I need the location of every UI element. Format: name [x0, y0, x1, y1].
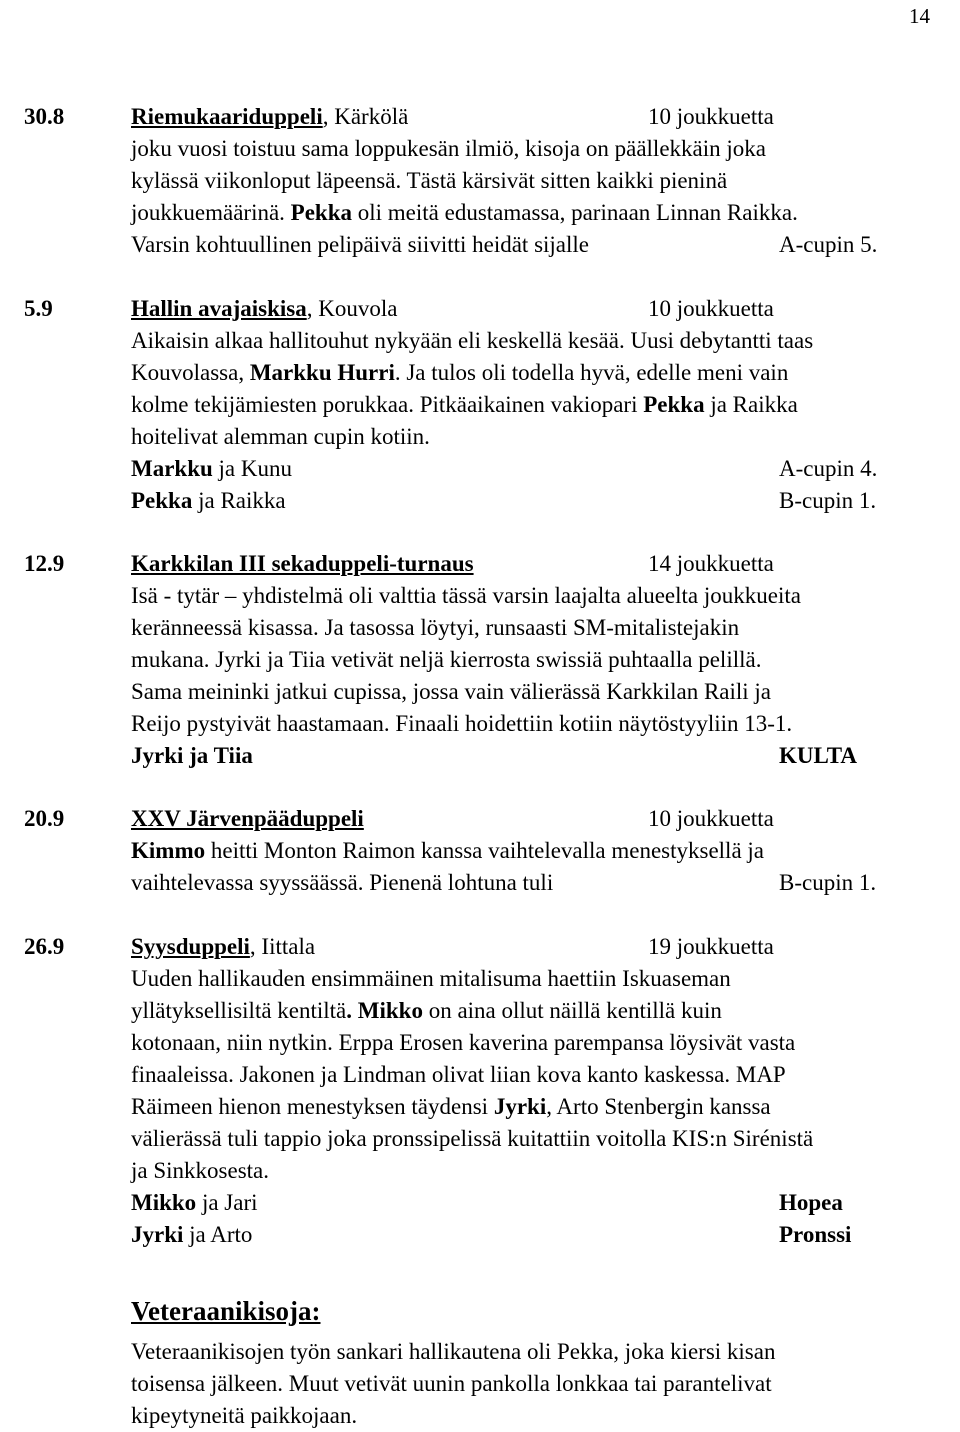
- event-location: , Kärkölä: [322, 104, 409, 129]
- veterans-text: [131, 1336, 951, 1432]
- player-name: Mikko: [131, 1190, 197, 1215]
- event-title: Hallin avajaiskisa: [131, 296, 307, 321]
- text-line: Aikaisin alkaa hallitouhut nykyään eli keskellä kesää. Uusi debytantti taas: [131, 328, 814, 353]
- text-line: Reijo pystyivät haastamaan. Finaali hoidettiin kotiin näytöstyyliin 13-1.: [131, 711, 793, 736]
- result-line: [131, 453, 960, 485]
- text-segment: oli meitä edustamassa, parinaan Linnan Raikka.: [352, 200, 798, 225]
- text-segment: Kouvolassa,: [131, 360, 250, 385]
- player-name: Jyrki: [493, 1094, 547, 1119]
- team-count: 10 joukkuetta: [648, 104, 774, 129]
- entry-title-line: [131, 931, 960, 963]
- text-line: [131, 389, 960, 421]
- event-title: Syysduppeli: [131, 934, 250, 959]
- text-line: kotonaan, niin nytkin. Erppa Erosen kaverina parempansa löysivät vasta: [131, 1030, 796, 1055]
- text-line: mukana. Jyrki ja Tiia vetivät neljä kierrosta swissiä puhtaalla pelillä.: [131, 647, 762, 672]
- result-line: [131, 867, 960, 899]
- text-segment: Räimeen hienon menestyksen täydensi: [131, 1094, 494, 1119]
- result-line: [131, 229, 960, 261]
- player-name: Jyrki: [131, 1222, 184, 1247]
- placement: A-cupin 5.: [779, 232, 878, 257]
- entry-date: 30.8: [24, 104, 65, 129]
- text-segment: ja Jari: [196, 1190, 258, 1215]
- medal: Hopea: [779, 1190, 843, 1215]
- medal: KULTA: [779, 743, 857, 768]
- entry-title-line: [131, 293, 960, 325]
- text-segment: yllätyksellisiltä kentiltä: [131, 998, 347, 1023]
- event-title: XXV Järvenpääduppeli: [131, 806, 364, 831]
- text-line: Isä - tytär – yhdistelmä oli valttia tässä varsin laajalta alueelta joukkueita: [131, 583, 801, 608]
- entry-body: [131, 931, 960, 1251]
- text-line: joku vuosi toistuu sama loppukesän ilmiö, kisoja on päällekkäin joka: [131, 136, 766, 161]
- entry-title-line: [131, 101, 960, 133]
- text-line: kylässä viikonloput läpeensä. Tästä kärsivät sitten kaikki pieninä: [131, 168, 728, 193]
- entry-body: [131, 293, 960, 517]
- text-line: kipeytyneitä paikkojaan.: [131, 1403, 358, 1428]
- team-count: 19 joukkuetta: [648, 934, 774, 959]
- placement: B-cupin 1.: [779, 488, 877, 513]
- result-line: [131, 740, 960, 772]
- text-line: toisensa jälkeen. Muut vetivät uunin pankolla lonkkaa tai parantelivat: [131, 1371, 772, 1396]
- text-segment: ja Kunu: [212, 456, 293, 481]
- text-segment: Varsin kohtuullinen pelipäivä siivitti heidät sijalle: [131, 232, 590, 257]
- entry-date: 5.9: [24, 296, 53, 321]
- text-segment: heitti Monton Raimon kanssa vaihtelevalla menestyksellä ja: [205, 838, 765, 863]
- team-count: 10 joukkuetta: [648, 296, 774, 321]
- text-segment: ja Arto: [183, 1222, 253, 1247]
- entry-body: [131, 803, 960, 899]
- entry-title-line: [131, 803, 960, 835]
- result-line: [131, 485, 960, 517]
- text-segment: kolme tekijämiesten porukkaa. Pitkäaikainen vakiopari: [131, 392, 644, 417]
- entry-body: [131, 101, 960, 261]
- player-name: Kimmo: [131, 838, 206, 863]
- text-segment: ja Raikka: [192, 488, 286, 513]
- text-line: Veteraanikisojen työn sankari hallikautena oli Pekka, joka kiersi kisan: [131, 1339, 776, 1364]
- text-line: keränneessä kisassa. Ja tasossa löytyi, runsaasti SM-mitalistejakin: [131, 615, 740, 640]
- player-name: Markku Hurri: [249, 360, 395, 385]
- player-name: Jyrki ja Tiia: [131, 743, 253, 768]
- player-name: Pekka: [643, 392, 705, 417]
- placement: A-cupin 4.: [779, 456, 878, 481]
- text-line: [131, 995, 960, 1027]
- medal: Pronssi: [779, 1222, 852, 1247]
- placement: B-cupin 1.: [779, 870, 877, 895]
- text-segment: . Ja tulos oli todella hyvä, edelle meni vain: [394, 360, 789, 385]
- event-location: , Iittala: [249, 934, 316, 959]
- result-line: [131, 1187, 960, 1219]
- text-line: Sama meininki jatkui cupissa, jossa vain välierässä Karkkilan Raili ja: [131, 679, 772, 704]
- text-line: finaaleissa. Jakonen ja Lindman olivat liian kova kanto kaskessa. MAP: [131, 1062, 786, 1087]
- entry-date: 26.9: [24, 934, 65, 959]
- text-line: hoitelivat alemman cupin kotiin.: [131, 424, 430, 449]
- text-segment: on aina ollut näillä kentillä kuin: [422, 998, 722, 1023]
- team-count: 14 joukkuetta: [648, 551, 774, 576]
- page-number: 14: [909, 4, 930, 28]
- entry-date: 12.9: [24, 551, 65, 576]
- event-title: Riemukaariduppeli: [131, 104, 323, 129]
- text-segment: , Arto Stenbergin kanssa: [546, 1094, 771, 1119]
- text-line: Uuden hallikauden ensimmäinen mitalisuma haettiin Iskuaseman: [131, 966, 731, 991]
- player-name: Pekka: [131, 488, 193, 513]
- text-segment: ja Raikka: [704, 392, 798, 417]
- player-name: . Mikko: [346, 998, 423, 1023]
- text-segment: joukkuemäärinä.: [131, 200, 291, 225]
- entry-date: 20.9: [24, 806, 65, 831]
- player-name: Markku: [131, 456, 213, 481]
- text-line: [131, 835, 960, 867]
- entry-title-line: [131, 548, 960, 580]
- player-name: Pekka: [290, 200, 353, 225]
- entry-body: [131, 548, 960, 772]
- text-line: [131, 357, 960, 389]
- text-line: välierässä tuli tappio joka pronssipelissä kuitattiin voitolla KIS:n Sirénistä: [131, 1126, 814, 1151]
- event-title: Karkkilan III sekaduppeli-turnaus: [131, 551, 474, 576]
- event-location: , Kouvola: [306, 296, 398, 321]
- text-line: ja Sinkkosesta.: [131, 1158, 269, 1183]
- text-line: [131, 197, 960, 229]
- team-count: 10 joukkuetta: [648, 806, 774, 831]
- result-line: [131, 1219, 960, 1251]
- text-segment: vaihtelevassa syyssäässä. Pienenä lohtuna tuli: [131, 870, 554, 895]
- text-line: [131, 1091, 960, 1123]
- section-heading: Veteraanikisoja:: [131, 1296, 321, 1326]
